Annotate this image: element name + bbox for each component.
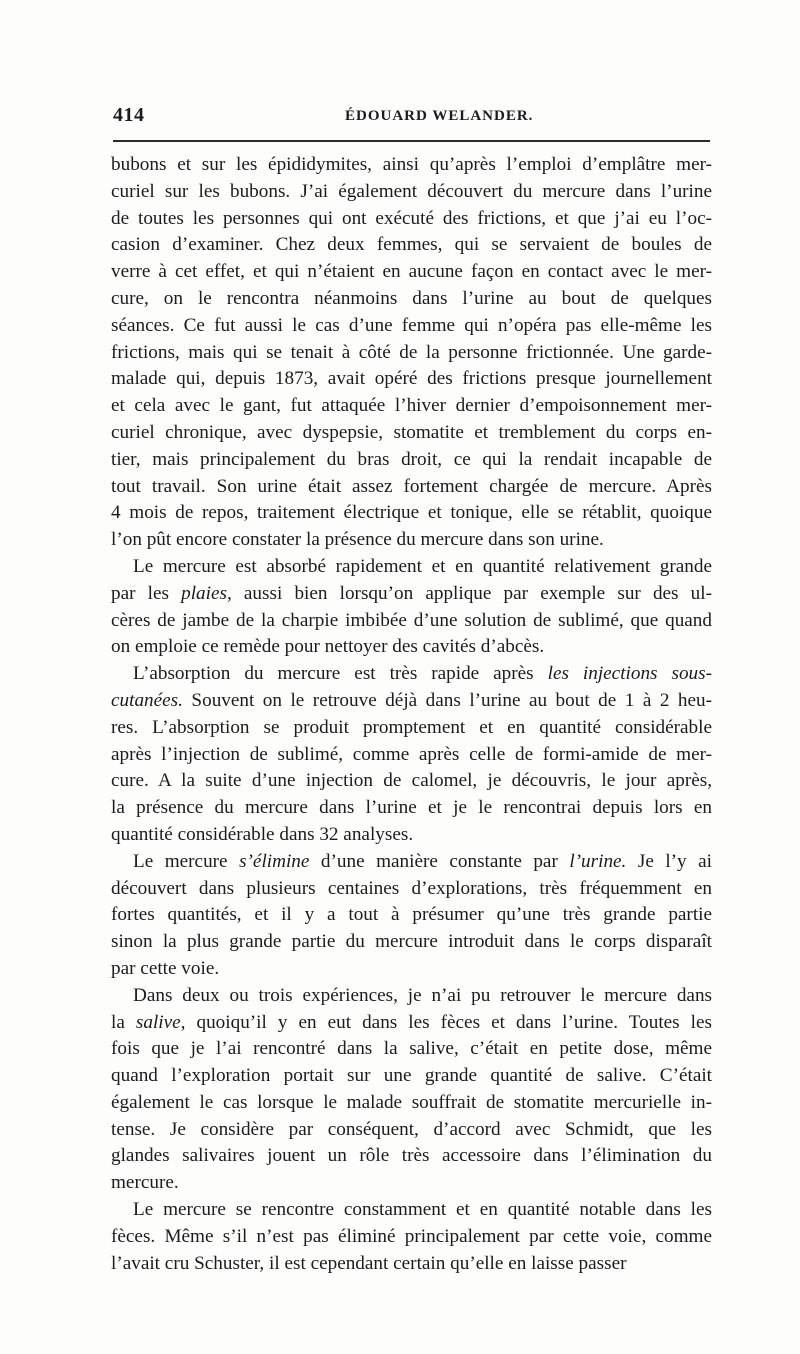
- text-line: [111, 876, 712, 903]
- text-line: [111, 340, 712, 367]
- paragraph: [111, 661, 712, 849]
- text-line: [111, 742, 712, 769]
- text-run: de toutes les personnes qui ont exécuté des frictions, et que j’ai eu l’oc-: [111, 207, 712, 229]
- text-line: [111, 929, 712, 956]
- text-run: par les: [111, 582, 182, 604]
- text-run: Je l’y ai: [626, 850, 712, 872]
- emphasis-run: s’élimine: [239, 850, 310, 872]
- text-line: [111, 768, 712, 795]
- text-run: après l’injection de sublimé, comme après celle de formi-amide de mer-: [111, 743, 712, 765]
- emphasis-run: les injections sous-: [547, 663, 712, 685]
- text-line: [111, 1010, 712, 1037]
- text-line: [111, 206, 712, 233]
- text-line: [111, 259, 712, 286]
- text-run: res. L’absorption se produit promptement et en quantité considérable: [111, 716, 712, 738]
- text-run: fortes quantités, et il y a tout à présumer qu’une très grande partie: [111, 904, 712, 926]
- text-line: [111, 179, 712, 206]
- text-line: [111, 474, 712, 501]
- text-run: d’une manière constante par: [309, 850, 570, 872]
- text-run: cure. A la suite d’une injection de calomel, je découvris, le jour après,: [111, 770, 712, 792]
- text-line: [111, 608, 712, 635]
- text-line: [111, 634, 712, 661]
- text-line: [111, 822, 712, 849]
- text-run: 4 mois de repos, traitement électrique et tonique, elle se rétablit, quoique: [111, 502, 712, 524]
- text-run: mercure.: [111, 1172, 179, 1194]
- text-line: [111, 1170, 712, 1197]
- text-run: cure, on le rencontra néanmoins dans l’urine au bout de quelques: [111, 287, 712, 309]
- text-run: fois que je l’ai rencontré dans la salive, c’était en petite dose, même: [111, 1038, 712, 1060]
- text-run: tense. Je considère par conséquent, d’accord avec Schmidt, que les: [111, 1118, 712, 1140]
- text-line: [111, 500, 712, 527]
- text-run: aussi bien lorsqu’on applique par exemple sur des ul-: [231, 582, 712, 604]
- text-run: la: [111, 1011, 136, 1033]
- text-line: [111, 688, 712, 715]
- text-line: [111, 661, 712, 688]
- text-line: [111, 849, 712, 876]
- text-run: verre à cet effet, et qui n’étaient en aucune façon en contact avec le mer-: [111, 261, 712, 283]
- paragraph: [111, 849, 712, 983]
- text-run: Le mercure: [133, 850, 240, 872]
- emphasis-run: salive,: [135, 1011, 186, 1033]
- text-run: tout travail. Son urine était assez fortement chargée de mercure. Après: [111, 475, 712, 497]
- body-text: [111, 152, 712, 1277]
- text-line: [111, 581, 712, 608]
- text-line: [111, 366, 712, 393]
- text-line: [111, 527, 712, 554]
- text-run: la présence du mercure dans l’urine et je le rencontrai depuis lors en: [111, 797, 712, 819]
- paragraph: [111, 152, 712, 554]
- text-run: malade qui, depuis 1873, avait opéré des frictions presque journellement: [111, 368, 712, 390]
- text-line: [111, 152, 712, 179]
- text-line: [111, 795, 712, 822]
- text-run: quantité considérable dans 32 analyses.: [111, 823, 414, 845]
- text-run: séances. Ce fut aussi le cas d’une femme qui n’opéra pas elle-même les: [111, 314, 712, 336]
- text-line: [111, 286, 712, 313]
- text-line: [111, 902, 712, 929]
- paragraph: [111, 554, 712, 661]
- text-line: [111, 1143, 712, 1170]
- text-line: [111, 554, 712, 581]
- paragraph: [111, 983, 712, 1197]
- text-line: [111, 983, 712, 1010]
- text-run: bubons et sur les épididymites, ainsi qu’après l’emploi d’emplâtre mer-: [111, 154, 712, 175]
- text-line: [111, 232, 712, 259]
- text-line: [111, 1036, 712, 1063]
- text-run: casion d’examiner. Chez deux femmes, qui se servaient de boules de: [111, 234, 712, 256]
- text-run: tier, mais principalement du bras droit, ce qui la rendait incapable de: [111, 448, 712, 470]
- page-header: [113, 104, 710, 134]
- text-line: [111, 420, 712, 447]
- text-run: Le mercure est absorbé rapidement et en quantité relativement grande: [133, 555, 712, 577]
- text-run: curiel chronique, avec dyspepsie, stomatite et tremblement du corps en-: [111, 421, 712, 443]
- text-line: [111, 1251, 712, 1278]
- running-title: ÉDOUARD WELANDER.: [345, 108, 534, 124]
- text-run: l’on pût encore constater la présence du mercure dans son urine.: [111, 529, 604, 551]
- text-line: [111, 1197, 712, 1224]
- text-run: Souvent on le retrouve déjà dans l’urine au bout de 1 à 2 heu-: [182, 689, 712, 711]
- text-run: quand l’exploration portait sur une grande quantité de salive. C’était: [111, 1065, 712, 1087]
- text-line: [111, 1063, 712, 1090]
- text-line: [111, 313, 712, 340]
- text-run: glandes salivaires jouent un rôle très accessoire dans l’élimination du: [111, 1145, 712, 1167]
- text-line: [111, 1117, 712, 1144]
- text-run: découvert dans plusieurs centaines d’explorations, très fréquemment en: [111, 877, 712, 899]
- page-number: 414: [113, 104, 145, 126]
- text-run: on emploie ce remède pour nettoyer des cavités d’abcès.: [111, 636, 545, 658]
- header-rule: [113, 140, 710, 142]
- paragraph: [111, 1197, 712, 1277]
- emphasis-run: cutanées.: [111, 689, 183, 711]
- text-line: [111, 447, 712, 474]
- text-line: [111, 956, 712, 983]
- text-line: [111, 1224, 712, 1251]
- text-run: frictions, mais qui se tenait à côté de la personne frictionnée. Une garde-: [111, 341, 712, 363]
- text-line: [111, 715, 712, 742]
- text-run: curiel sur les bubons. J’ai également découvert du mercure dans l’urine: [111, 180, 712, 202]
- emphasis-run: plaies,: [181, 582, 232, 604]
- text-run: Le mercure se rencontre constamment et en quantité notable dans les: [133, 1199, 712, 1221]
- text-run: Dans deux ou trois expériences, je n’ai pu retrouver le mercure dans: [133, 984, 712, 1006]
- text-line: [111, 1090, 712, 1117]
- text-run: L’absorption du mercure est très rapide après: [133, 663, 548, 685]
- text-run: quoiqu’il y en eut dans les fèces et dans l’urine. Toutes les: [185, 1011, 712, 1033]
- text-run: sinon la plus grande partie du mercure introduit dans le corps disparaît: [111, 931, 712, 953]
- text-run: par cette voie.: [111, 957, 220, 979]
- text-run: fèces. Même s’il n’est pas éliminé principalement par cette voie, comme: [111, 1225, 712, 1247]
- text-run: l’avait cru Schuster, il est cependant certain qu’elle en laisse passer: [111, 1252, 627, 1274]
- text-line: [111, 393, 712, 420]
- text-run: cères de jambe de la charpie imbibée d’une solution de sublimé, que quand: [111, 609, 712, 631]
- text-run: également le cas lorsque le malade souffrait de stomatite mercurielle in-: [111, 1091, 712, 1113]
- text-run: et cela avec le gant, fut attaquée l’hiver dernier d’empoisonnement mer-: [111, 395, 712, 417]
- emphasis-run: l’urine.: [569, 850, 627, 872]
